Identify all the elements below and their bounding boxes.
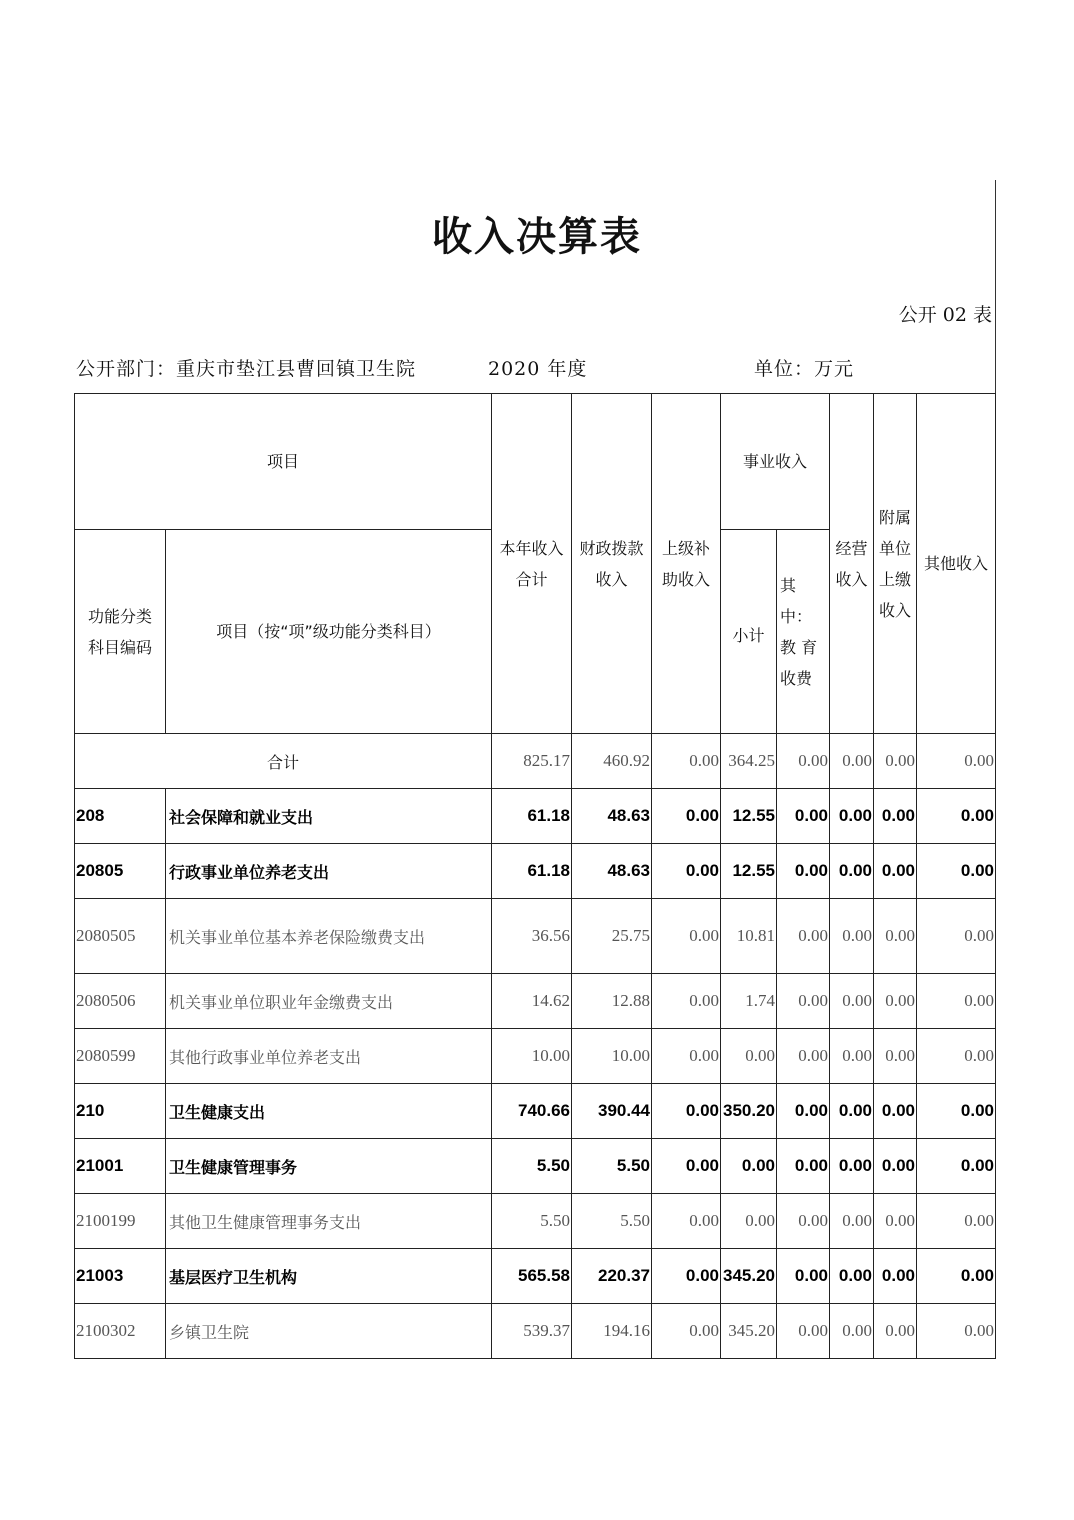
- row-value: 0.00: [777, 974, 830, 1029]
- row-value: 0.00: [917, 974, 996, 1029]
- row-value: 0.00: [917, 844, 996, 899]
- row-code: 20805: [75, 844, 166, 899]
- row-value: 0.00: [777, 1194, 830, 1249]
- row-value: 0.00: [830, 1084, 874, 1139]
- row-value: 565.58: [492, 1249, 572, 1304]
- row-code: 2080506: [75, 974, 166, 1029]
- form-number: 公开 02 表: [898, 304, 992, 326]
- row-value: 0.00: [830, 844, 874, 899]
- total-row: [75, 734, 996, 789]
- header-total: 本年收入合计: [492, 394, 572, 734]
- row-value: 0.00: [917, 1249, 996, 1304]
- total-cell: 0.00: [830, 734, 874, 789]
- row-value: 0.00: [874, 1139, 917, 1194]
- row-value: 0.00: [830, 789, 874, 844]
- row-value: 539.37: [492, 1304, 572, 1359]
- row-value: 0.00: [777, 844, 830, 899]
- row-code: 2100199: [75, 1194, 166, 1249]
- department-label: 公开部门：重庆市垫江县曹回镇卫生院: [76, 358, 417, 380]
- header-project: 项目: [75, 394, 492, 530]
- total-cell: 825.17: [492, 734, 572, 789]
- table-row: [75, 1194, 996, 1249]
- row-value: 0.00: [652, 1249, 721, 1304]
- row-value: 0.00: [777, 789, 830, 844]
- row-value: 0.00: [830, 974, 874, 1029]
- row-value: 10.81: [721, 899, 777, 974]
- table-row: [75, 1304, 996, 1359]
- row-value: 0.00: [830, 899, 874, 974]
- total-cell: 460.92: [572, 734, 652, 789]
- row-value: 0.00: [830, 1304, 874, 1359]
- row-value: 0.00: [917, 1084, 996, 1139]
- total-cell: 0.00: [777, 734, 830, 789]
- table-row: [75, 974, 996, 1029]
- row-value: 0.00: [652, 1194, 721, 1249]
- row-code: 2080505: [75, 899, 166, 974]
- row-value: 0.00: [777, 1249, 830, 1304]
- row-name: 其他行政事业单位养老支出: [166, 1029, 492, 1084]
- header-operating: 经营收入: [830, 394, 874, 734]
- row-value: 0.00: [874, 1304, 917, 1359]
- row-value: 350.20: [721, 1084, 777, 1139]
- row-value: 0.00: [652, 1084, 721, 1139]
- row-name: 卫生健康支出: [166, 1084, 492, 1139]
- header-func-name: 项目（按“项”级功能分类科目）: [166, 530, 492, 734]
- row-value: 0.00: [874, 1029, 917, 1084]
- total-label: 合计: [75, 734, 492, 789]
- header-func-code: 功能分类科目编码: [75, 530, 166, 734]
- unit-label: 单位：万元: [754, 358, 855, 380]
- row-value: 0.00: [652, 1304, 721, 1359]
- row-value: 12.88: [572, 974, 652, 1029]
- row-name: 基层医疗卫生机构: [166, 1249, 492, 1304]
- row-value: 12.55: [721, 789, 777, 844]
- row-value: 0.00: [777, 1029, 830, 1084]
- row-value: 0.00: [830, 1139, 874, 1194]
- table-row: [75, 789, 996, 844]
- row-value: 220.37: [572, 1249, 652, 1304]
- row-value: 194.16: [572, 1304, 652, 1359]
- row-name: 行政事业单位养老支出: [166, 844, 492, 899]
- row-value: 0.00: [874, 974, 917, 1029]
- total-cell: 0.00: [917, 734, 996, 789]
- total-cell: 364.25: [721, 734, 777, 789]
- table-row: [75, 1084, 996, 1139]
- row-value: 740.66: [492, 1084, 572, 1139]
- header-superior: 上级补助收入: [652, 394, 721, 734]
- row-name: 卫生健康管理事务: [166, 1139, 492, 1194]
- row-name: 社会保障和就业支出: [166, 789, 492, 844]
- table-row: [75, 1029, 996, 1084]
- row-code: 21003: [75, 1249, 166, 1304]
- row-value: 0.00: [830, 1194, 874, 1249]
- row-value: 0.00: [652, 899, 721, 974]
- row-value: 345.20: [721, 1249, 777, 1304]
- income-table: [74, 393, 996, 1359]
- row-value: 0.00: [874, 1194, 917, 1249]
- table-row: [75, 844, 996, 899]
- header-subtotal: 小计: [721, 530, 777, 734]
- row-value: 0.00: [874, 1249, 917, 1304]
- row-value: 0.00: [830, 1249, 874, 1304]
- row-value: 10.00: [572, 1029, 652, 1084]
- table-row: [75, 899, 996, 974]
- row-value: 0.00: [917, 1304, 996, 1359]
- row-value: 0.00: [777, 1304, 830, 1359]
- header-other: 其他收入: [917, 394, 996, 734]
- row-value: 61.18: [492, 789, 572, 844]
- row-value: 0.00: [652, 1139, 721, 1194]
- row-value: 0.00: [830, 1029, 874, 1084]
- row-value: 10.00: [492, 1029, 572, 1084]
- row-value: 25.75: [572, 899, 652, 974]
- row-value: 61.18: [492, 844, 572, 899]
- row-value: 390.44: [572, 1084, 652, 1139]
- row-value: 5.50: [492, 1139, 572, 1194]
- page-title: 收入决算表: [432, 213, 642, 260]
- row-value: 12.55: [721, 844, 777, 899]
- row-value: 5.50: [572, 1139, 652, 1194]
- row-value: 0.00: [874, 844, 917, 899]
- row-value: 0.00: [917, 1194, 996, 1249]
- header-business: 事业收入: [721, 394, 830, 530]
- row-value: 0.00: [652, 844, 721, 899]
- row-value: 0.00: [874, 899, 917, 974]
- row-value: 0.00: [917, 1029, 996, 1084]
- row-value: 0.00: [777, 899, 830, 974]
- header-fiscal: 财政拨款收入: [572, 394, 652, 734]
- row-code: 208: [75, 789, 166, 844]
- row-value: 48.63: [572, 844, 652, 899]
- row-name: 机关事业单位职业年金缴费支出: [166, 974, 492, 1029]
- table-row: [75, 1249, 996, 1304]
- total-cell: 0.00: [652, 734, 721, 789]
- row-value: 0.00: [874, 789, 917, 844]
- row-value: 0.00: [652, 789, 721, 844]
- row-code: 210: [75, 1084, 166, 1139]
- row-value: 0.00: [652, 974, 721, 1029]
- table-row: [75, 1139, 996, 1194]
- row-code: 2100302: [75, 1304, 166, 1359]
- row-value: 345.20: [721, 1304, 777, 1359]
- row-value: 0.00: [917, 899, 996, 974]
- row-name: 乡镇卫生院: [166, 1304, 492, 1359]
- year-label: 2020 年度: [488, 358, 588, 380]
- header-education: 其中：教 育收费: [777, 530, 830, 734]
- row-value: 36.56: [492, 899, 572, 974]
- row-value: 0.00: [917, 1139, 996, 1194]
- row-code: 2080599: [75, 1029, 166, 1084]
- row-code: 21001: [75, 1139, 166, 1194]
- total-cell: 0.00: [874, 734, 917, 789]
- row-value: 14.62: [492, 974, 572, 1029]
- row-value: 0.00: [721, 1029, 777, 1084]
- row-name: 机关事业单位基本养老保险缴费支出: [166, 899, 492, 974]
- row-value: 0.00: [652, 1029, 721, 1084]
- row-value: 5.50: [492, 1194, 572, 1249]
- header-affiliated: 附属单位上缴收入: [874, 394, 917, 734]
- row-name: 其他卫生健康管理事务支出: [166, 1194, 492, 1249]
- row-value: 1.74: [721, 974, 777, 1029]
- row-value: 0.00: [777, 1139, 830, 1194]
- row-value: 5.50: [572, 1194, 652, 1249]
- row-value: 48.63: [572, 789, 652, 844]
- row-value: 0.00: [917, 789, 996, 844]
- row-value: 0.00: [721, 1139, 777, 1194]
- row-value: 0.00: [777, 1084, 830, 1139]
- row-value: 0.00: [874, 1084, 917, 1139]
- row-value: 0.00: [721, 1194, 777, 1249]
